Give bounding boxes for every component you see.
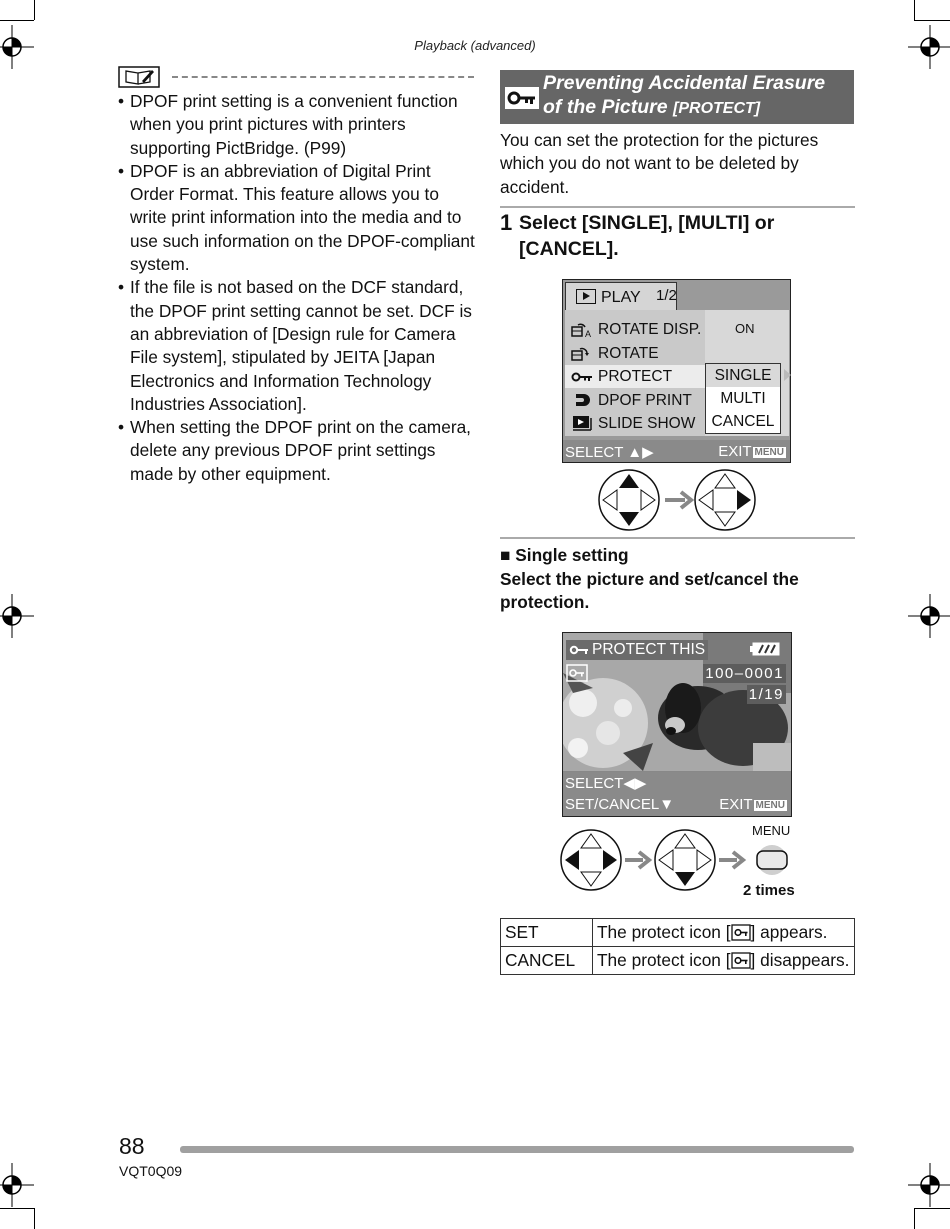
table-cell-desc: The protect icon [ ] disappears. (593, 947, 855, 975)
registration-mark (908, 594, 950, 638)
play-tab (565, 282, 677, 310)
crop-mark (914, 1208, 915, 1229)
note-item: • DPOF print setting is a convenient function when you print pictures with printers supporting PictBridge. (P99) (118, 90, 478, 160)
menu-item-label: PROTECT (598, 368, 673, 385)
protect-submenu (705, 363, 781, 434)
note-item: • When setting the DPOF print on the camera, delete any previous DPOF print settings made by other equipment. (118, 416, 478, 486)
protect-icon (731, 952, 751, 969)
down-arrow-icon: ▼ (659, 796, 675, 813)
key-icon (569, 644, 589, 656)
registration-mark (908, 1163, 950, 1207)
submenu-item-cancel: CANCEL (711, 413, 775, 430)
divider (500, 537, 855, 539)
arrow-right-icon (719, 852, 743, 868)
note-item: • If the file is not based on the DCF standard, the DPOF print setting cannot be set. DCF is an abbreviation of [Design rule for Camera File system], stipulated by JEITA [Japan Electronics and Information Technology Industries Association]. (118, 276, 478, 416)
camera-photo-screen (562, 632, 792, 817)
svg-text:A: A (585, 329, 592, 338)
menu-item-rotate-disp (565, 318, 705, 341)
divider (500, 206, 855, 208)
registration-mark (0, 1163, 34, 1207)
photo-screen-title (566, 640, 708, 660)
cursor-pad-down-icon (655, 830, 715, 890)
arrow-right-icon (665, 492, 691, 508)
menu-button-label: MENU (752, 823, 791, 838)
crop-mark (34, 0, 35, 20)
single-setting-heading: ■ Single setting (500, 545, 629, 565)
camera-menu-screen (562, 279, 791, 463)
section-title-bar (500, 70, 854, 124)
cursor-key-diagram (559, 828, 754, 892)
rotate-disp-icon (570, 321, 594, 338)
table-cell-desc: The protect icon [ ] appears. (593, 919, 855, 947)
crop-mark (34, 1208, 35, 1229)
submenu-item-multi: MULTI (720, 390, 766, 407)
menu-item-label: ROTATE DISP. (598, 321, 702, 338)
press-count: 2 times (743, 882, 795, 899)
table-cell-key: CANCEL (501, 947, 593, 975)
section-title-line1: Preventing Accidental Erasure (543, 72, 826, 94)
footer-exit: EXIT MENU (718, 443, 784, 460)
protect-icon (566, 664, 588, 682)
running-header: Playback (advanced) (414, 38, 536, 53)
slide-show-icon (570, 415, 594, 432)
section-intro: You can set the protection for the pictures which you do not want to be deleted by accident. (500, 130, 819, 197)
picture-counter: 1/19 (748, 686, 784, 703)
menu-badge: MENU (755, 800, 785, 811)
key-icon (504, 86, 540, 110)
note-item: • DPOF is an abbreviation of Digital Print Order Format. This feature allows you to write print information into the media and to use such information on the DPOF-compliant system. (118, 160, 478, 276)
menu-item-slide-show (565, 412, 705, 435)
crop-mark (0, 1208, 34, 1209)
key-icon (570, 368, 594, 385)
section-title-line2: of the Picture (543, 95, 668, 118)
step-number: 1 (500, 210, 513, 235)
footer-set-cancel: SET/CANCEL▼ (565, 796, 675, 813)
note-divider (172, 76, 474, 78)
menu-footer (563, 440, 790, 462)
play-mode-icon (576, 289, 596, 304)
crop-mark (914, 1208, 950, 1209)
menu-badge: MENU (754, 447, 784, 458)
left-right-arrows-icon: ◀▶ (623, 775, 647, 792)
footer-select: SELECT ▲▶ (565, 444, 654, 461)
crop-mark (914, 20, 950, 21)
menu-item-label: SLIDE SHOW (598, 415, 696, 432)
single-setting-instruction: Select the picture and set/cancel the protection. (500, 569, 799, 613)
menu-item-dpof-print (565, 389, 705, 412)
up-down-right-arrows-icon: ▲▶ (627, 444, 654, 461)
tab-label: PLAY (601, 289, 641, 306)
photo-footer (563, 772, 791, 816)
notes-list (118, 90, 478, 486)
cursor-pad-left-right-icon (561, 830, 621, 890)
menu-button-icon (753, 845, 791, 875)
document-code: VQT0Q09 (119, 1163, 183, 1179)
menu-list (565, 310, 705, 436)
crop-mark (0, 20, 34, 21)
battery-icon (750, 642, 780, 656)
footer-exit: EXIT MENU (719, 796, 785, 813)
crop-mark (914, 0, 915, 20)
cursor-pad-right-icon (695, 470, 755, 530)
cursor-pad-up-down-icon (599, 470, 659, 530)
protect-icon (731, 924, 751, 941)
step-instruction: Select [SINGLE], [MULTI] or [CANCEL]. (519, 212, 775, 260)
dpof-print-icon (570, 392, 594, 409)
menu-item-label: ROTATE (598, 345, 659, 362)
square-bullet-icon: ■ (500, 545, 511, 565)
file-number: 100–0001 (705, 665, 784, 682)
footer-select: SELECT◀▶ (565, 775, 647, 792)
registration-mark (0, 594, 34, 638)
menu-item-protect (565, 365, 705, 388)
table-row (501, 947, 855, 975)
submenu-item-single: SINGLE (706, 364, 780, 387)
protect-table (500, 918, 855, 975)
menu-item-label: DPOF PRINT (598, 392, 692, 409)
submenu-arrow-icon (784, 369, 791, 381)
page-indicator: 1/2 (656, 287, 677, 304)
section-title (543, 72, 853, 120)
page-number: 88 (119, 1133, 145, 1159)
footer-bar (180, 1146, 854, 1153)
cursor-key-diagram (597, 468, 757, 532)
table-cell-key: SET (501, 919, 593, 947)
photo-title-text: PROTECT THIS (592, 641, 706, 658)
rotate-icon (570, 345, 594, 362)
arrow-right-icon (625, 852, 649, 868)
rotate-disp-value: ON (735, 321, 755, 336)
section-title-tag: [PROTECT] (673, 99, 761, 117)
note-book-icon (118, 66, 160, 88)
table-row (501, 919, 855, 947)
menu-item-rotate (565, 342, 705, 365)
